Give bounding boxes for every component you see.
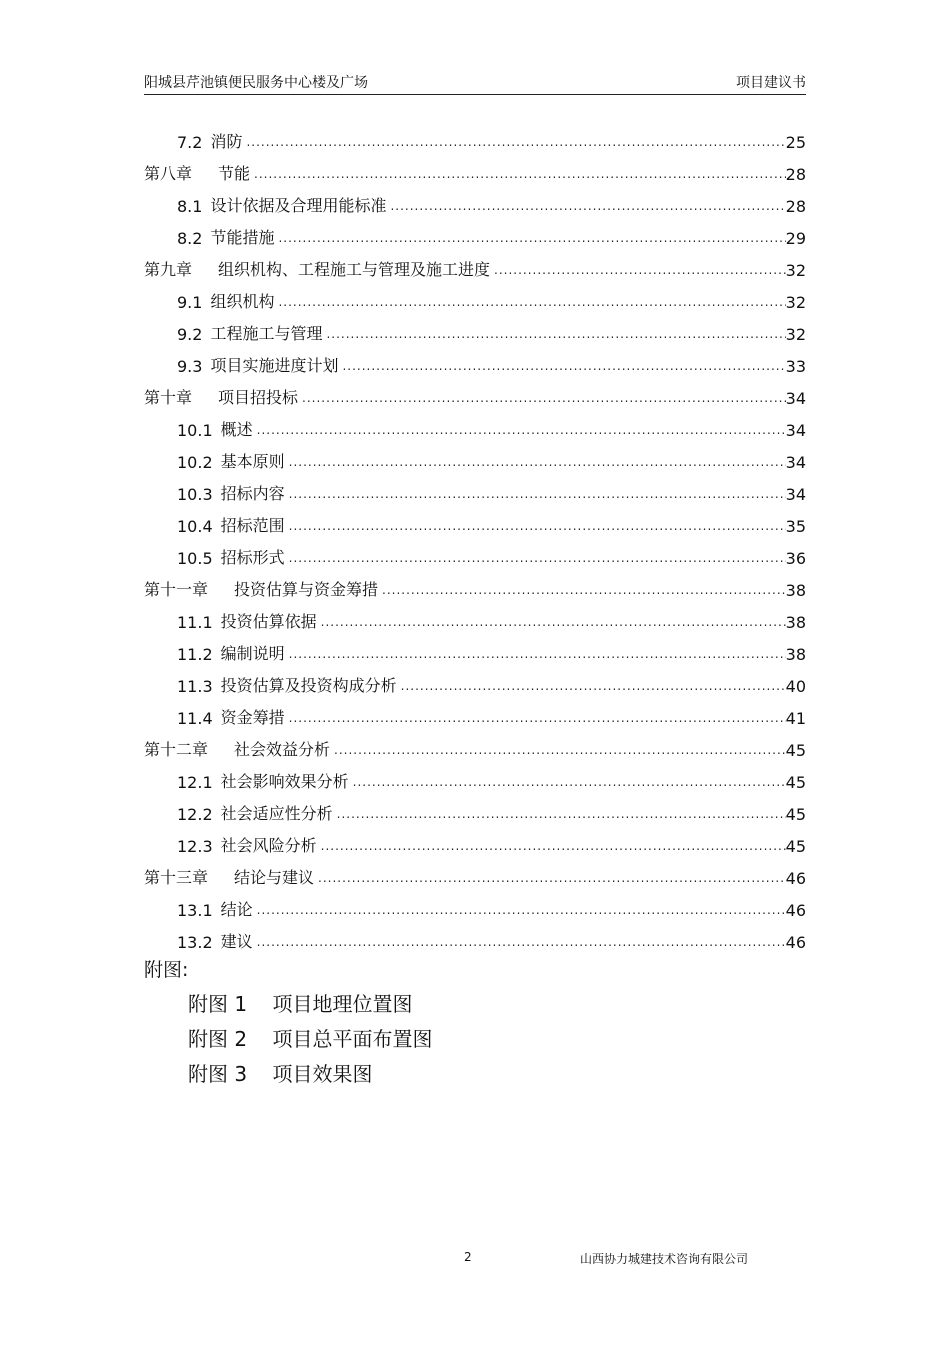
toc-entry-page: 38 (785, 613, 806, 632)
toc-entry-number: 10.3 (177, 485, 213, 504)
toc-entry-title: 招标形式 (220, 548, 285, 567)
toc-entry-number: 12.1 (177, 773, 213, 792)
toc-entry (144, 408, 806, 440)
toc-entry-page: 32 (785, 261, 806, 280)
toc-entry-title: 项目实施进度计划 (210, 356, 339, 375)
toc-entry-page: 35 (785, 517, 806, 536)
toc-entry (144, 504, 806, 536)
toc-entry (144, 248, 806, 280)
toc-entry (144, 280, 806, 312)
toc-entry (144, 792, 806, 824)
toc-entry-number: 10.5 (177, 549, 213, 568)
toc-entry-page: 34 (785, 389, 806, 408)
toc-entry-title: 招标内容 (220, 484, 285, 503)
toc-entry-number: 10.2 (177, 453, 213, 472)
toc-leader-dots (321, 836, 786, 856)
toc-entry-number: 7.2 (177, 133, 203, 152)
toc-leader-dots (342, 356, 785, 376)
toc-entry-number: 9.3 (177, 357, 203, 376)
toc-leader-dots (289, 708, 786, 728)
toc-leader-dots (390, 196, 785, 216)
toc-leader-dots (321, 612, 786, 632)
toc-entry-title: 投资估算及投资构成分析 (220, 676, 397, 695)
toc-entry-title: 投资估算与资金筹措 (234, 580, 379, 599)
toc-entry-page: 29 (785, 229, 806, 248)
toc-entry (144, 600, 806, 632)
toc-entry-title: 设计依据及合理用能标准 (210, 196, 387, 215)
toc-entry-page: 46 (785, 901, 806, 920)
toc-entry-number: 第十一章 (144, 580, 209, 599)
toc-leader-dots (289, 516, 786, 536)
toc-entry-title: 资金筹措 (220, 708, 285, 727)
footer-company: 山西协力城建技术咨询有限公司 (580, 1252, 749, 1266)
toc-leader-dots (278, 228, 785, 248)
toc-entry-title: 社会适应性分析 (220, 804, 333, 823)
toc-entry-page: 36 (785, 549, 806, 568)
toc-entry-page: 32 (785, 293, 806, 312)
toc-entry (144, 152, 806, 184)
toc-leader-dots (257, 932, 786, 952)
toc-entry-page: 46 (785, 933, 806, 952)
toc-entry-number: 第八章 (144, 164, 193, 183)
toc-entry (144, 856, 806, 888)
toc-leader-dots (289, 452, 786, 472)
toc-entry-page: 40 (785, 677, 806, 696)
toc-entry-title: 消防 (210, 132, 243, 151)
toc-entry-title: 节能 (218, 164, 251, 183)
page-number: 2 (464, 1250, 472, 1264)
toc-entry (144, 728, 806, 760)
toc-entry-title: 项目招投标 (218, 388, 299, 407)
toc-entry-title: 社会风险分析 (220, 836, 317, 855)
toc-entry-page: 25 (785, 133, 806, 152)
toc-entry-number: 第十三章 (144, 868, 209, 887)
toc-entry (144, 824, 806, 856)
toc-leader-dots (337, 804, 786, 824)
toc-leader-dots (401, 676, 786, 696)
toc-entry-title: 社会效益分析 (234, 740, 331, 759)
toc-entry (144, 376, 806, 408)
toc-entry-number: 11.2 (177, 645, 213, 664)
toc-entry-number: 11.3 (177, 677, 213, 696)
header-doc-type: 项目建议书 (736, 75, 806, 91)
toc-entry-title: 建议 (220, 932, 253, 951)
toc-entry-title: 结论与建议 (234, 868, 315, 887)
toc-leader-dots (382, 580, 786, 600)
toc-entry-number: 11.1 (177, 613, 213, 632)
toc-entry-number: 11.4 (177, 709, 213, 728)
toc-entry-title: 节能措施 (210, 228, 275, 247)
toc-entry-title: 工程施工与管理 (210, 324, 323, 343)
toc-entry-title: 组织机构 (210, 292, 275, 311)
toc-entry-page: 34 (785, 485, 806, 504)
toc-entry (144, 440, 806, 472)
toc-entry-number: 第十二章 (144, 740, 209, 759)
toc-entry (144, 312, 806, 344)
toc-leader-dots (278, 292, 785, 312)
toc-entry-title: 组织机构、工程施工与管理及施工进度 (218, 260, 491, 279)
appendix-heading: 附图: (144, 959, 189, 981)
appendix-item-3: 附图 3 项目效果图 (188, 1062, 373, 1086)
toc-leader-dots (246, 132, 785, 152)
toc-entry (144, 920, 806, 952)
toc-entry-number: 13.1 (177, 901, 213, 920)
toc-entry-page: 45 (785, 773, 806, 792)
toc-entry-page: 38 (785, 645, 806, 664)
toc-entry-title: 结论 (220, 900, 253, 919)
toc-entry-number: 13.2 (177, 933, 213, 952)
header-project-name: 阳城县芹池镇便民服务中心楼及广场 (144, 75, 368, 91)
toc-entry-page: 33 (785, 357, 806, 376)
toc-entry-number: 9.1 (177, 293, 203, 312)
toc-entry-title: 招标范围 (220, 516, 285, 535)
toc-leader-dots (289, 484, 786, 504)
toc-entry-page: 28 (785, 165, 806, 184)
toc-entry (144, 760, 806, 792)
toc-entry-number: 9.2 (177, 325, 203, 344)
toc-entry-page: 32 (785, 325, 806, 344)
toc-entry-number: 第十章 (144, 388, 193, 407)
toc-leader-dots (257, 900, 786, 920)
toc-entry-title: 编制说明 (220, 644, 285, 663)
toc-entry-page: 28 (785, 197, 806, 216)
toc-leader-dots (254, 164, 786, 184)
toc-entry-number: 第九章 (144, 260, 193, 279)
toc-entry-title: 投资估算依据 (220, 612, 317, 631)
toc-entry-page: 45 (785, 741, 806, 760)
toc-entry-number: 10.4 (177, 517, 213, 536)
toc-leader-dots (257, 420, 786, 440)
toc-leader-dots (353, 772, 786, 792)
toc-entry (144, 888, 806, 920)
toc-entry-title: 社会影响效果分析 (220, 772, 349, 791)
toc-leader-dots (318, 868, 786, 888)
toc-leader-dots (289, 644, 786, 664)
toc-entry-title: 概述 (220, 420, 253, 439)
toc-entry-number: 12.3 (177, 837, 213, 856)
toc-entry (144, 632, 806, 664)
toc-leader-dots (334, 740, 786, 760)
toc-entry-number: 12.2 (177, 805, 213, 824)
toc-entry-page: 34 (785, 453, 806, 472)
appendix-item-1: 附图 1 项目地理位置图 (188, 992, 413, 1016)
toc-entry-page: 38 (785, 581, 806, 600)
toc-leader-dots (326, 324, 785, 344)
appendix-item-2: 附图 2 项目总平面布置图 (188, 1027, 433, 1051)
toc-entry (144, 536, 806, 568)
toc-entry (144, 568, 806, 600)
toc-entry-page: 41 (785, 709, 806, 728)
toc-entry (144, 664, 806, 696)
toc-leader-dots (289, 548, 786, 568)
toc-entry-number: 10.1 (177, 421, 213, 440)
toc-entry (144, 120, 806, 152)
toc-entry (144, 216, 806, 248)
toc-leader-dots (494, 260, 786, 280)
toc-leader-dots (302, 388, 786, 408)
toc-entry (144, 344, 806, 376)
toc-entry-page: 45 (785, 837, 806, 856)
page-header (144, 70, 806, 95)
toc-entry-page: 45 (785, 805, 806, 824)
toc-entry (144, 184, 806, 216)
toc-entry-page: 34 (785, 421, 806, 440)
toc-entry-number: 8.1 (177, 197, 203, 216)
toc-entry (144, 472, 806, 504)
toc-entry-number: 8.2 (177, 229, 203, 248)
toc-entry (144, 696, 806, 728)
toc-entry-title: 基本原则 (220, 452, 285, 471)
toc-entry-page: 46 (785, 869, 806, 888)
